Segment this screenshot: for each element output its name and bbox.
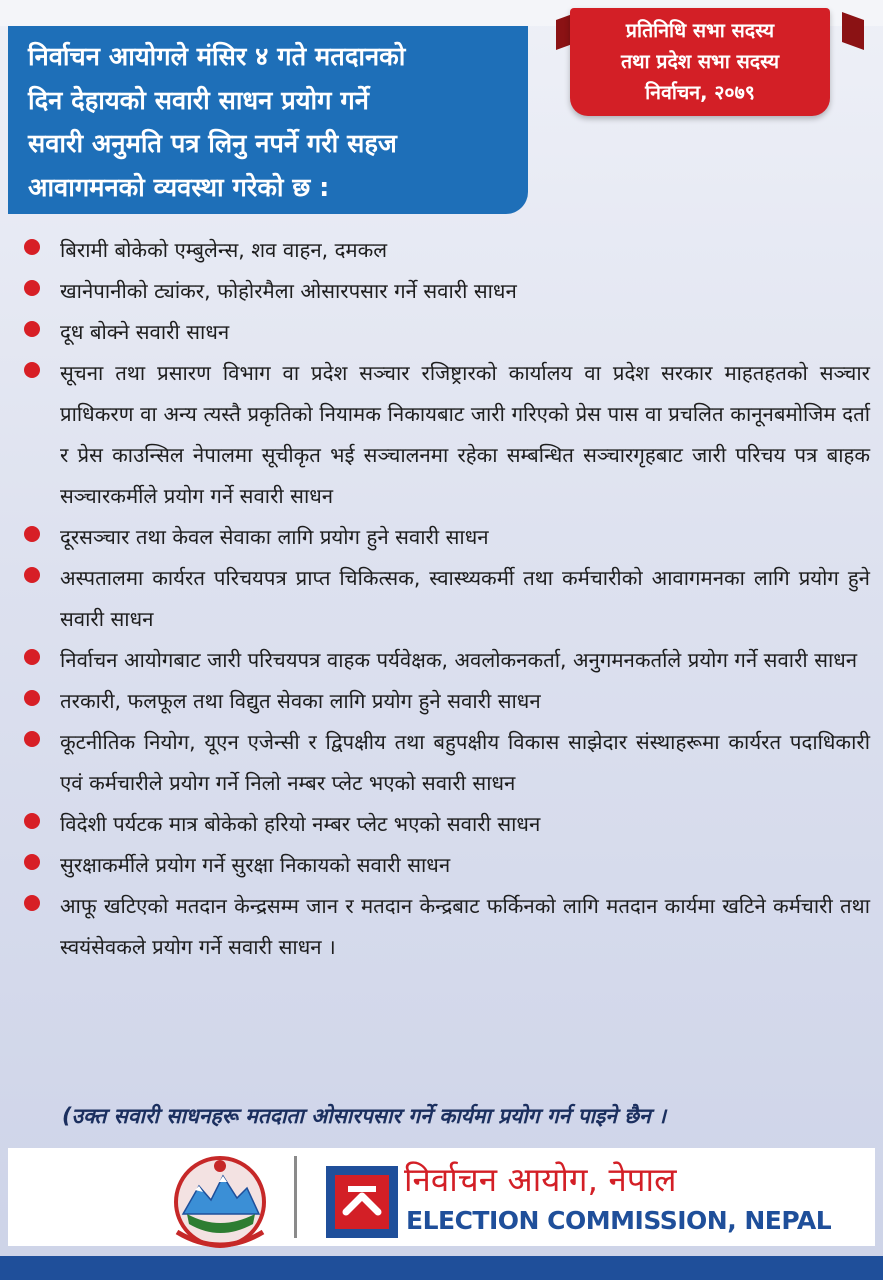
bullet-icon — [24, 321, 40, 337]
headline-line: सवारी अनुमति पत्र लिनु नपर्ने गरी सहज — [28, 129, 397, 159]
list-item — [18, 312, 870, 353]
list-item — [18, 271, 870, 312]
election-badge-ribbon — [570, 8, 830, 116]
list-item-text: निर्वाचन आयोगबाट जारी परिचयपत्र वाहक पर्यवेक्षक, अवलोकनकर्ता, अनुगमनकर्ताले प्रयोग गर्ने सवारी साधन — [60, 648, 858, 672]
list-item-text: आफू खटिएको मतदान केन्द्रसम्म जान र मतदान केन्द्रबाट फर्किनको लागि मतदान कार्यमा खटिने कर्मचारी तथा स्वयंसेवकले प्रयोग गर्ने सवारी साधन । — [60, 894, 870, 959]
bullet-icon — [24, 813, 40, 829]
list-item — [18, 640, 870, 681]
headline-line: दिन देहायको सवारी साधन प्रयोग गर्ने — [28, 85, 369, 116]
footer-logo-bar — [8, 1148, 875, 1246]
bullet-icon — [24, 690, 40, 706]
bullet-icon — [24, 362, 40, 378]
list-item — [18, 353, 870, 517]
list-item — [18, 558, 870, 640]
list-item — [18, 681, 870, 722]
list-item-text: सुरक्षाकर्मीले प्रयोग गर्ने सुरक्षा निकायको सवारी साधन — [60, 853, 451, 877]
logo-divider — [294, 1156, 297, 1238]
list-item-text: तरकारी, फलफूल तथा विद्युत सेवका लागि प्रयोग हुने सवारी साधन — [60, 689, 541, 713]
badge-line: तथा प्रदेश सभा सदस्य — [620, 50, 780, 73]
list-item-text: अस्पतालमा कार्यरत परिचयपत्र प्राप्त चिकित्सक, स्वास्थ्यकर्मी तथा कर्मचारीको आवागमनका लागि प्रयोग हुने सवारी साधन — [60, 566, 870, 631]
bullet-icon — [24, 239, 40, 255]
list-item-text: दूध बोक्ने सवारी साधन — [60, 320, 230, 344]
bottom-bar — [0, 1256, 883, 1280]
bullet-icon — [24, 526, 40, 542]
footnote: (उक्त सवारी साधनहरू मतदाता ओसारपसार गर्ने कार्यमा प्रयोग गर्न पाइने छैन । — [62, 1104, 666, 1128]
list-item — [18, 886, 870, 968]
bullet-icon — [24, 731, 40, 747]
list-item — [18, 517, 870, 558]
bullet-icon — [24, 280, 40, 296]
exempt-vehicle-list — [18, 230, 870, 968]
nepal-emblem-icon — [165, 1152, 275, 1252]
list-item-text: बिरामी बोकेको एम्बुलेन्स, शव वाहन, दमकल — [60, 238, 388, 262]
bullet-icon — [24, 649, 40, 665]
election-badge — [560, 8, 860, 118]
list-item — [18, 845, 870, 886]
headline-line: निर्वाचन आयोगले मंसिर ४ गते मतदानको — [28, 42, 406, 72]
list-item — [18, 722, 870, 804]
badge-line: प्रतिनिधि सभा सदस्य — [625, 19, 775, 42]
badge-line: निर्वाचन, २०७९ — [645, 81, 755, 104]
list-item-text: खानेपानीको ट्यांकर, फोहोरमैला ओसारपसार गर्ने सवारी साधन — [60, 279, 517, 303]
list-item-text: दूरसञ्चार तथा केवल सेवाका लागि प्रयोग हुने सवारी साधन — [60, 525, 489, 549]
list-item-text: विदेशी पर्यटक मात्र बोकेको हरियो नम्बर प्लेट भएको सवारी साधन — [60, 812, 541, 836]
bullet-icon — [24, 895, 40, 911]
list-item — [18, 804, 870, 845]
org-name-english: ELECTION COMMISSION, NEPAL — [406, 1206, 832, 1235]
election-commission-logo-icon — [326, 1166, 398, 1238]
list-item-text: कूटनीतिक नियोग, यूएन एजेन्सी र द्विपक्षीय तथा बहुपक्षीय विकास साझेदार संस्थाहरूमा कार्यरत पदाधिकारी एवं कर्मचारीले प्रयोग गर्ने निलो नम्बर प्लेट भएको सवारी साधन — [60, 730, 870, 795]
bullet-icon — [24, 854, 40, 870]
headline-box — [8, 26, 528, 214]
headline-line: आवागमनको व्यवस्था गरेको छ : — [28, 172, 330, 203]
org-name-nepali: निर्वाचन आयोग, नेपाल — [404, 1160, 677, 1199]
bullet-icon — [24, 567, 40, 583]
list-item-text: सूचना तथा प्रसारण विभाग वा प्रदेश सञ्चार रजिष्ट्रारको कार्यालय वा प्रदेश सरकार माहतहतको सञ्चार प्राधिकरण वा अन्य त्यस्तै प्रकृतिको नियामक निकायबाट जारी गरिएको प्रेस पास वा प्रचलित कानूनबमोजिम दर्ता र प्रेस काउन्सिल नेपालमा सूचीकृत भई सञ्चालनमा रहेका सम्बन्धित सञ्चारगृहबाट जारी परिचय पत्र बाहक सञ्चारकर्मीले प्रयोग गर्ने सवारी साधन — [60, 361, 870, 508]
list-item — [18, 230, 870, 271]
